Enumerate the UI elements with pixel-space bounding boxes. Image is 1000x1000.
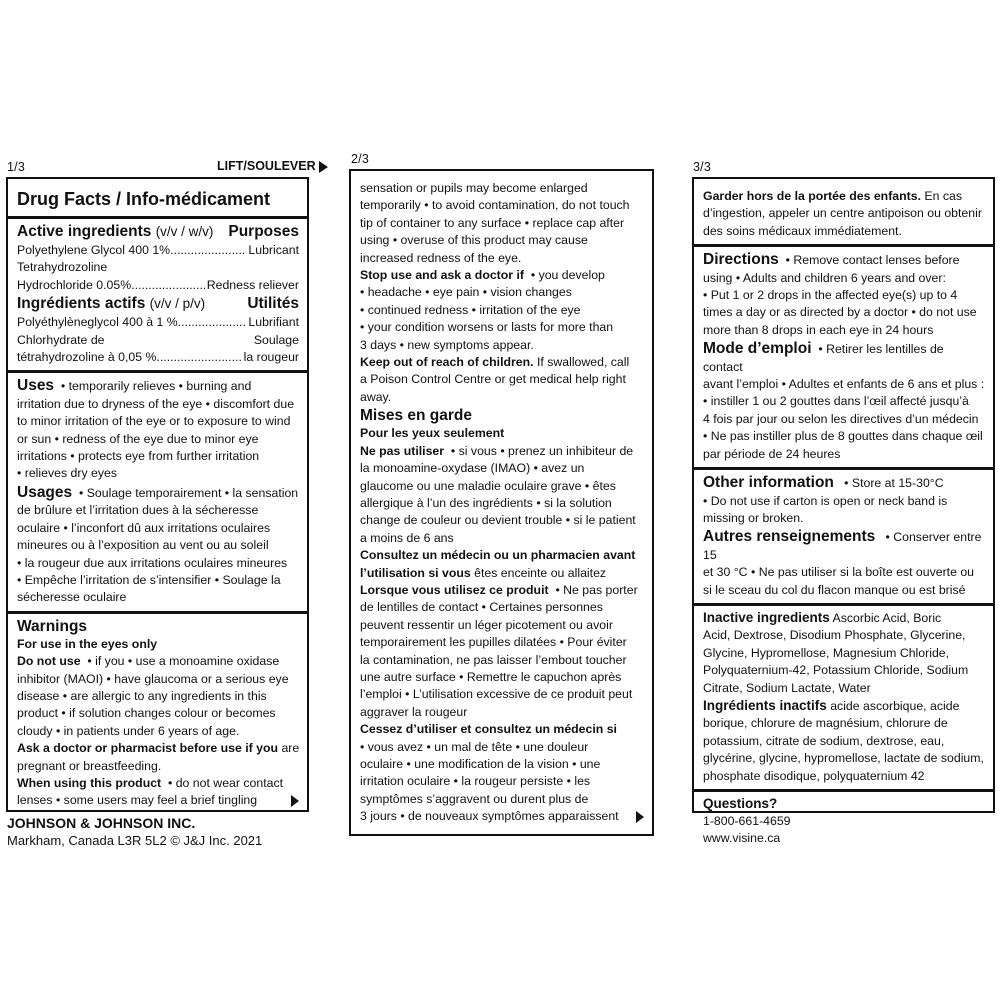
garder-line-1: des soins médicaux immédiatement.: [703, 223, 902, 238]
lorsque-line: [360, 582, 644, 599]
ne-pas-line-4: a moins de 6 ans: [360, 530, 454, 545]
page-label-2: 2/3: [351, 152, 369, 166]
actifs-row-2-name-line1: Chlorhydrate de: [17, 332, 105, 347]
ne-pas-line-1: glaucome ou une maladie oculaire grave • êtes: [360, 478, 616, 493]
other-line: [703, 473, 985, 492]
garder-line: [703, 188, 985, 205]
page-label-1: 1/3: [7, 160, 25, 174]
directions-line-2: times a day or as directed by a doctor • do not use: [703, 305, 977, 320]
autres-tail: • Conserver entre 15: [703, 530, 982, 562]
active-row-1-purpose: Lubricant: [248, 243, 299, 257]
panel-2-content: [351, 171, 652, 830]
mode-line-1: • instiller 1 ou 2 gouttes dans l’œil affecté jusqu’à: [703, 394, 969, 409]
drug-facts-title: Drug Facts / Info-médicament: [17, 189, 271, 209]
inactifs-tail: acide ascorbique, acide: [830, 698, 960, 713]
actifs-heading: Ingrédients actifs: [17, 295, 146, 313]
do-not-use-line-2: disease • are allergic to any ingredients in this: [17, 688, 267, 703]
stop-line-0: • headache • eye pain • vision changes: [360, 285, 572, 300]
do-not-use-line-4: cloudy • in patients under 6 years of age.: [17, 723, 240, 738]
keep-line-1: away.: [360, 389, 392, 404]
cessez-line-4: [360, 808, 644, 825]
keep-out-line: [360, 354, 644, 371]
cessez-line-3: symptômes s’aggravent ou durent plus de: [360, 791, 589, 806]
inactive-tail: Ascorbic Acid, Boric: [832, 610, 942, 625]
garder-heading: Garder hors de la portée des enfants.: [703, 189, 921, 203]
usages-line-2: oculaire • l’inconfort dû aux irritations oculaires: [17, 520, 271, 535]
actifs-header: [17, 294, 299, 314]
actifs-row-1: [17, 314, 299, 331]
inactive-line-0: Acid, Dextrose, Disodium Phosphate, Glycerine,: [703, 628, 966, 643]
when-using-heading: When using this product: [17, 775, 162, 790]
cessez-heading: Cessez d’utiliser et consultez un médecin si: [360, 722, 617, 737]
lift-text: LIFT/SOULEVER: [217, 159, 316, 173]
stop-line-1: • continued redness • irritation of the eye: [360, 302, 581, 317]
inactifs-line-3: phosphate disodique, polyquaternium 42: [703, 768, 925, 783]
usages-line-5: • Empêche l’irritation de s’intensifier • Soulage la: [17, 572, 281, 587]
mode-heading: Mode d’emploi: [703, 340, 812, 358]
inactive-line: [703, 609, 985, 627]
keep-out-heading: Keep out of reach of children.: [360, 355, 534, 370]
consultez-heading-2: l’utilisation si vous: [360, 565, 471, 580]
actifs-row-1-purpose: Lubrifiant: [248, 315, 299, 330]
keep-out-tail: If swallowed, call: [536, 355, 630, 370]
directions-line-3: more than 8 drops in each eye in 24 hours: [703, 322, 934, 337]
active-row-2: [17, 277, 299, 294]
keep-line-0: a Poison Control Centre or get medical help right: [360, 372, 626, 387]
p2-top-line-4: increased redness of the eye.: [360, 250, 522, 265]
yeux-seulement: Pour les yeux seulement: [360, 426, 505, 441]
usages-line-6: sécheresse oculaire: [17, 590, 127, 605]
cessez-line-0: • vous avez • un mal de tête • une douleur: [360, 739, 589, 754]
mode-line-2: 4 fois par jour ou selon les directives d’un médecin: [703, 411, 979, 426]
garder-tail: En cas: [924, 189, 963, 203]
autres-line: [703, 527, 985, 564]
when-using-line-2-text: lenses • some users may feel a brief tingling: [17, 793, 258, 808]
cessez-line-1: oculaire • une modification de la vision • une: [360, 757, 601, 771]
ask-doctor-tail: are: [281, 741, 300, 756]
lorsque-heading: Lorsque vous utilisez ce produit: [360, 582, 549, 597]
active-row-2-line1: Tetrahydrozoline: [17, 260, 108, 275]
autres-line-1: si le sceau du col du flacon manque ou est brisé: [703, 582, 966, 597]
when-using-tail: • do not wear contact: [167, 775, 284, 790]
p2-top-line-1: temporarily • to avoid contamination, do not touch: [360, 198, 630, 213]
uses-section: [8, 373, 307, 613]
do-not-use-heading: Do not use: [17, 654, 81, 669]
other-line-1: missing or broken.: [703, 510, 804, 525]
manufacturer-footer: [7, 815, 262, 849]
directions-line: [703, 250, 985, 269]
inactifs-line-0: borique, chlorure de magnésium, chlorure de: [703, 716, 948, 731]
lift-label: [217, 159, 328, 173]
directions-heading: Directions: [703, 251, 779, 269]
inactifs-line-1: potassium, citrate de sodium, dextrose, eau,: [703, 733, 945, 748]
directions-section: [694, 247, 993, 470]
directions-tail: • Remove contact lenses before: [785, 253, 960, 268]
lorsque-line-6: aggraver la rougeur: [360, 704, 468, 719]
ne-pas-line: [360, 443, 644, 460]
active-ingredients-header: [17, 222, 299, 242]
panel-1: [6, 177, 309, 812]
warnings-heading: Warnings: [17, 617, 88, 635]
active-row-2-name: Hydrochloride 0.05%: [17, 277, 132, 292]
drug-facts-title-section: [8, 179, 307, 219]
lorsque-tail: • Ne pas porter: [555, 582, 638, 597]
mode-line: [703, 339, 985, 376]
continue-arrow-icon: [636, 811, 644, 823]
inactive-section: [694, 606, 993, 792]
stop-use-heading: Stop use and ask a doctor if: [360, 268, 524, 283]
questions-heading: Questions?: [703, 796, 778, 811]
usages-line-4: • la rougeur due aux irritations oculaires mineures: [17, 555, 288, 570]
do-not-use-line-0-text: • if you • use a monoamine oxidase: [87, 654, 280, 669]
uses-heading: Uses: [17, 377, 55, 395]
directions-line-0: using • Adults and children 6 years and over:: [703, 270, 946, 285]
purposes-heading: Purposes: [228, 223, 299, 240]
p2-top-line-3: using • overuse of this product may cause: [360, 233, 588, 248]
mode-line-4: par période de 24 heures: [703, 446, 841, 461]
p2-top-line-0: sensation or pupils may become enlarged: [360, 181, 588, 195]
inactive-heading: Inactive ingredients: [703, 609, 830, 625]
panel-2: [349, 169, 654, 836]
uses-line-5: • relieves dry eyes: [17, 466, 117, 481]
stop-line-3: 3 days • new symptoms appear.: [360, 337, 534, 352]
actifs-units: (v/v / p/v): [149, 296, 206, 312]
actifs-row-2-purpose-line1: Soulage: [253, 332, 299, 347]
lorsque-line-1: peuvent ressentir un léger picotement ou avoir: [360, 617, 613, 632]
uses-line-2: to minor irritation of the eye or to exposure to wind: [17, 414, 291, 429]
usages-line-3: mineures ou à l’exposition au vent ou au soleil: [17, 538, 269, 553]
active-ingredients-heading: Active ingredients: [17, 223, 152, 240]
ne-pas-tail: • si vous • prenez un inhibiteur de: [450, 443, 634, 458]
ask-doctor-heading: Ask a doctor or pharmacist before use if you: [17, 741, 279, 756]
cessez-line-2: irritation oculaire • la rougeur persiste • les: [360, 774, 591, 789]
inactifs-line-2: glycérine, glycine, hypromellose, lactate de sodium,: [703, 751, 984, 766]
usages-line-0: [17, 483, 299, 502]
uses-line-1: irritation due to dryness of the eye • discomfort due: [17, 396, 295, 411]
uses-line-0-text: • temporarily relieves • burning and: [60, 379, 252, 394]
other-line-0: • Do not use if carton is open or neck band is: [703, 493, 948, 508]
when-using-line: [17, 775, 299, 792]
active-row-1: [17, 242, 299, 259]
uses-line-3: or sun • redness of the eye due to minor eye: [17, 431, 259, 446]
questions-website: www.visine.ca: [703, 831, 781, 846]
other-heading: Other information: [703, 474, 834, 492]
active-row-1-name: Polyethylene Glycol 400 1%: [17, 243, 171, 257]
inactive-line-2: Polyquaternium-42, Potassium Chloride, Sodium: [703, 663, 969, 678]
consultez-tail: êtes enceinte ou allaitez: [474, 565, 607, 580]
mode-tail: • Retirer les lentilles de contact: [703, 342, 944, 374]
actifs-row-1-name: Polyéthylèneglycol 400 à 1 %: [17, 315, 178, 330]
ne-pas-line-3: change de couleur ou devient trouble • si le patient: [360, 513, 636, 528]
stop-use-line: [360, 267, 644, 284]
stop-use-tail: • you develop: [530, 268, 605, 283]
mode-line-0: avant l’emploi • Adultes et enfants de 6 ans et plus :: [703, 377, 985, 392]
cessez-line-4-text: 3 jours • de nouveaux symptômes apparaissent: [360, 809, 619, 824]
actifs-row-2-purpose: la rougeur: [243, 350, 299, 365]
panel-3: [692, 177, 995, 846]
ne-pas-line-0: la monoamine-oxydase (IMAO) • avez un: [360, 461, 585, 476]
lorsque-line-2: temporairement les pupilles dilatées • Pour éviter: [360, 635, 627, 650]
ne-pas-line-2: allergique à l’un des ingrédients • si la solution: [360, 495, 612, 510]
keep-out-fr-section: [694, 179, 993, 247]
mode-line-3: • Ne pas instiller plus de 8 gouttes dans chaque œil: [703, 429, 983, 444]
actifs-row-2-line1: [17, 332, 299, 349]
ne-pas-heading: Ne pas utiliser: [360, 443, 445, 458]
do-not-use-line-0: [17, 653, 299, 670]
inactive-line-3: Citrate, Sodium Lactate, Water: [703, 680, 871, 695]
do-not-use-line-3: product • if solution changes colour or becomes: [17, 706, 276, 721]
when-using-line-2: [17, 792, 299, 809]
actifs-row-2: [17, 349, 299, 366]
usages-line-0-text: • Soulage temporairement • la sensation: [79, 485, 299, 500]
active-ingredients-section: [8, 219, 307, 373]
autres-heading: Autres renseignements: [703, 528, 876, 546]
p2-top-line-2: tip of container to any surface • replace cap after: [360, 215, 625, 230]
inactifs-heading: Ingrédients inactifs: [703, 697, 827, 713]
consultez-line-1: Consultez un médecin ou un pharmacien avant: [360, 548, 636, 563]
lorsque-line-5: l’emploi • L’utilisation excessive de ce produit peut: [360, 687, 633, 702]
usages-heading: Usages: [17, 483, 73, 501]
continue-arrow-icon: [291, 795, 299, 807]
utilites-heading: Utilités: [247, 295, 299, 313]
do-not-use-line-1: inhibitor (MAOI) • have glaucoma or a serious eye: [17, 671, 289, 686]
uses-line-0: [17, 376, 299, 395]
questions-phone: 1-800-661-4659: [703, 814, 791, 828]
eyes-only-text: For use in the eyes only: [17, 636, 158, 651]
directions-line-1: • Put 1 or 2 drops in the affected eye(s) up to 4: [703, 288, 958, 303]
uses-line-4: irritations • protects eye from further irritation: [17, 449, 260, 464]
ask-doctor-line: [17, 740, 299, 757]
inactive-line-1: Glycine, Hypromellose, Magnesium Chloride,: [703, 645, 950, 660]
mises-en-garde-heading: Mises en garde: [360, 407, 472, 425]
company-address: Markham, Canada L3R 5L2 © J&J Inc. 2021: [7, 833, 263, 848]
company-name: JOHNSON & JOHNSON INC.: [7, 815, 196, 831]
usages-line-1: de brûlure et l’irritation dues à la sécheresse: [17, 503, 259, 518]
autres-line-0: et 30 °C • Ne pas utiliser si la boîte est ouverte ou: [703, 565, 975, 580]
stop-line-2: • your condition worsens or lasts for more than: [360, 320, 614, 335]
page-label-3: 3/3: [693, 160, 711, 174]
lorsque-line-0: de lentilles de contact • Certaines personnes: [360, 600, 603, 615]
other-info-section: [694, 470, 993, 606]
inactifs-line: [703, 697, 985, 715]
ask-doctor-line-2: pregnant or breastfeeding.: [17, 758, 162, 773]
questions-section: [694, 792, 993, 852]
consultez-line-2: [360, 565, 644, 582]
garder-line-0: d’ingestion, appeler un centre antipoison ou obtenir: [703, 206, 982, 221]
actifs-row-2-name: tétrahydrozoline à 0,05 %: [17, 350, 157, 365]
play-arrow-icon: [319, 161, 328, 173]
lorsque-line-4: une autre surface • Remettre le capuchon après: [360, 669, 622, 684]
other-tail: • Store at 15-30°C: [844, 476, 944, 491]
active-row-2-purpose: Redness reliever: [206, 277, 299, 292]
warnings-section: [8, 614, 307, 814]
lorsque-line-3: la contamination, ne pas laisser l’embout toucher: [360, 652, 627, 667]
active-units: (v/v / w/v): [155, 224, 214, 239]
